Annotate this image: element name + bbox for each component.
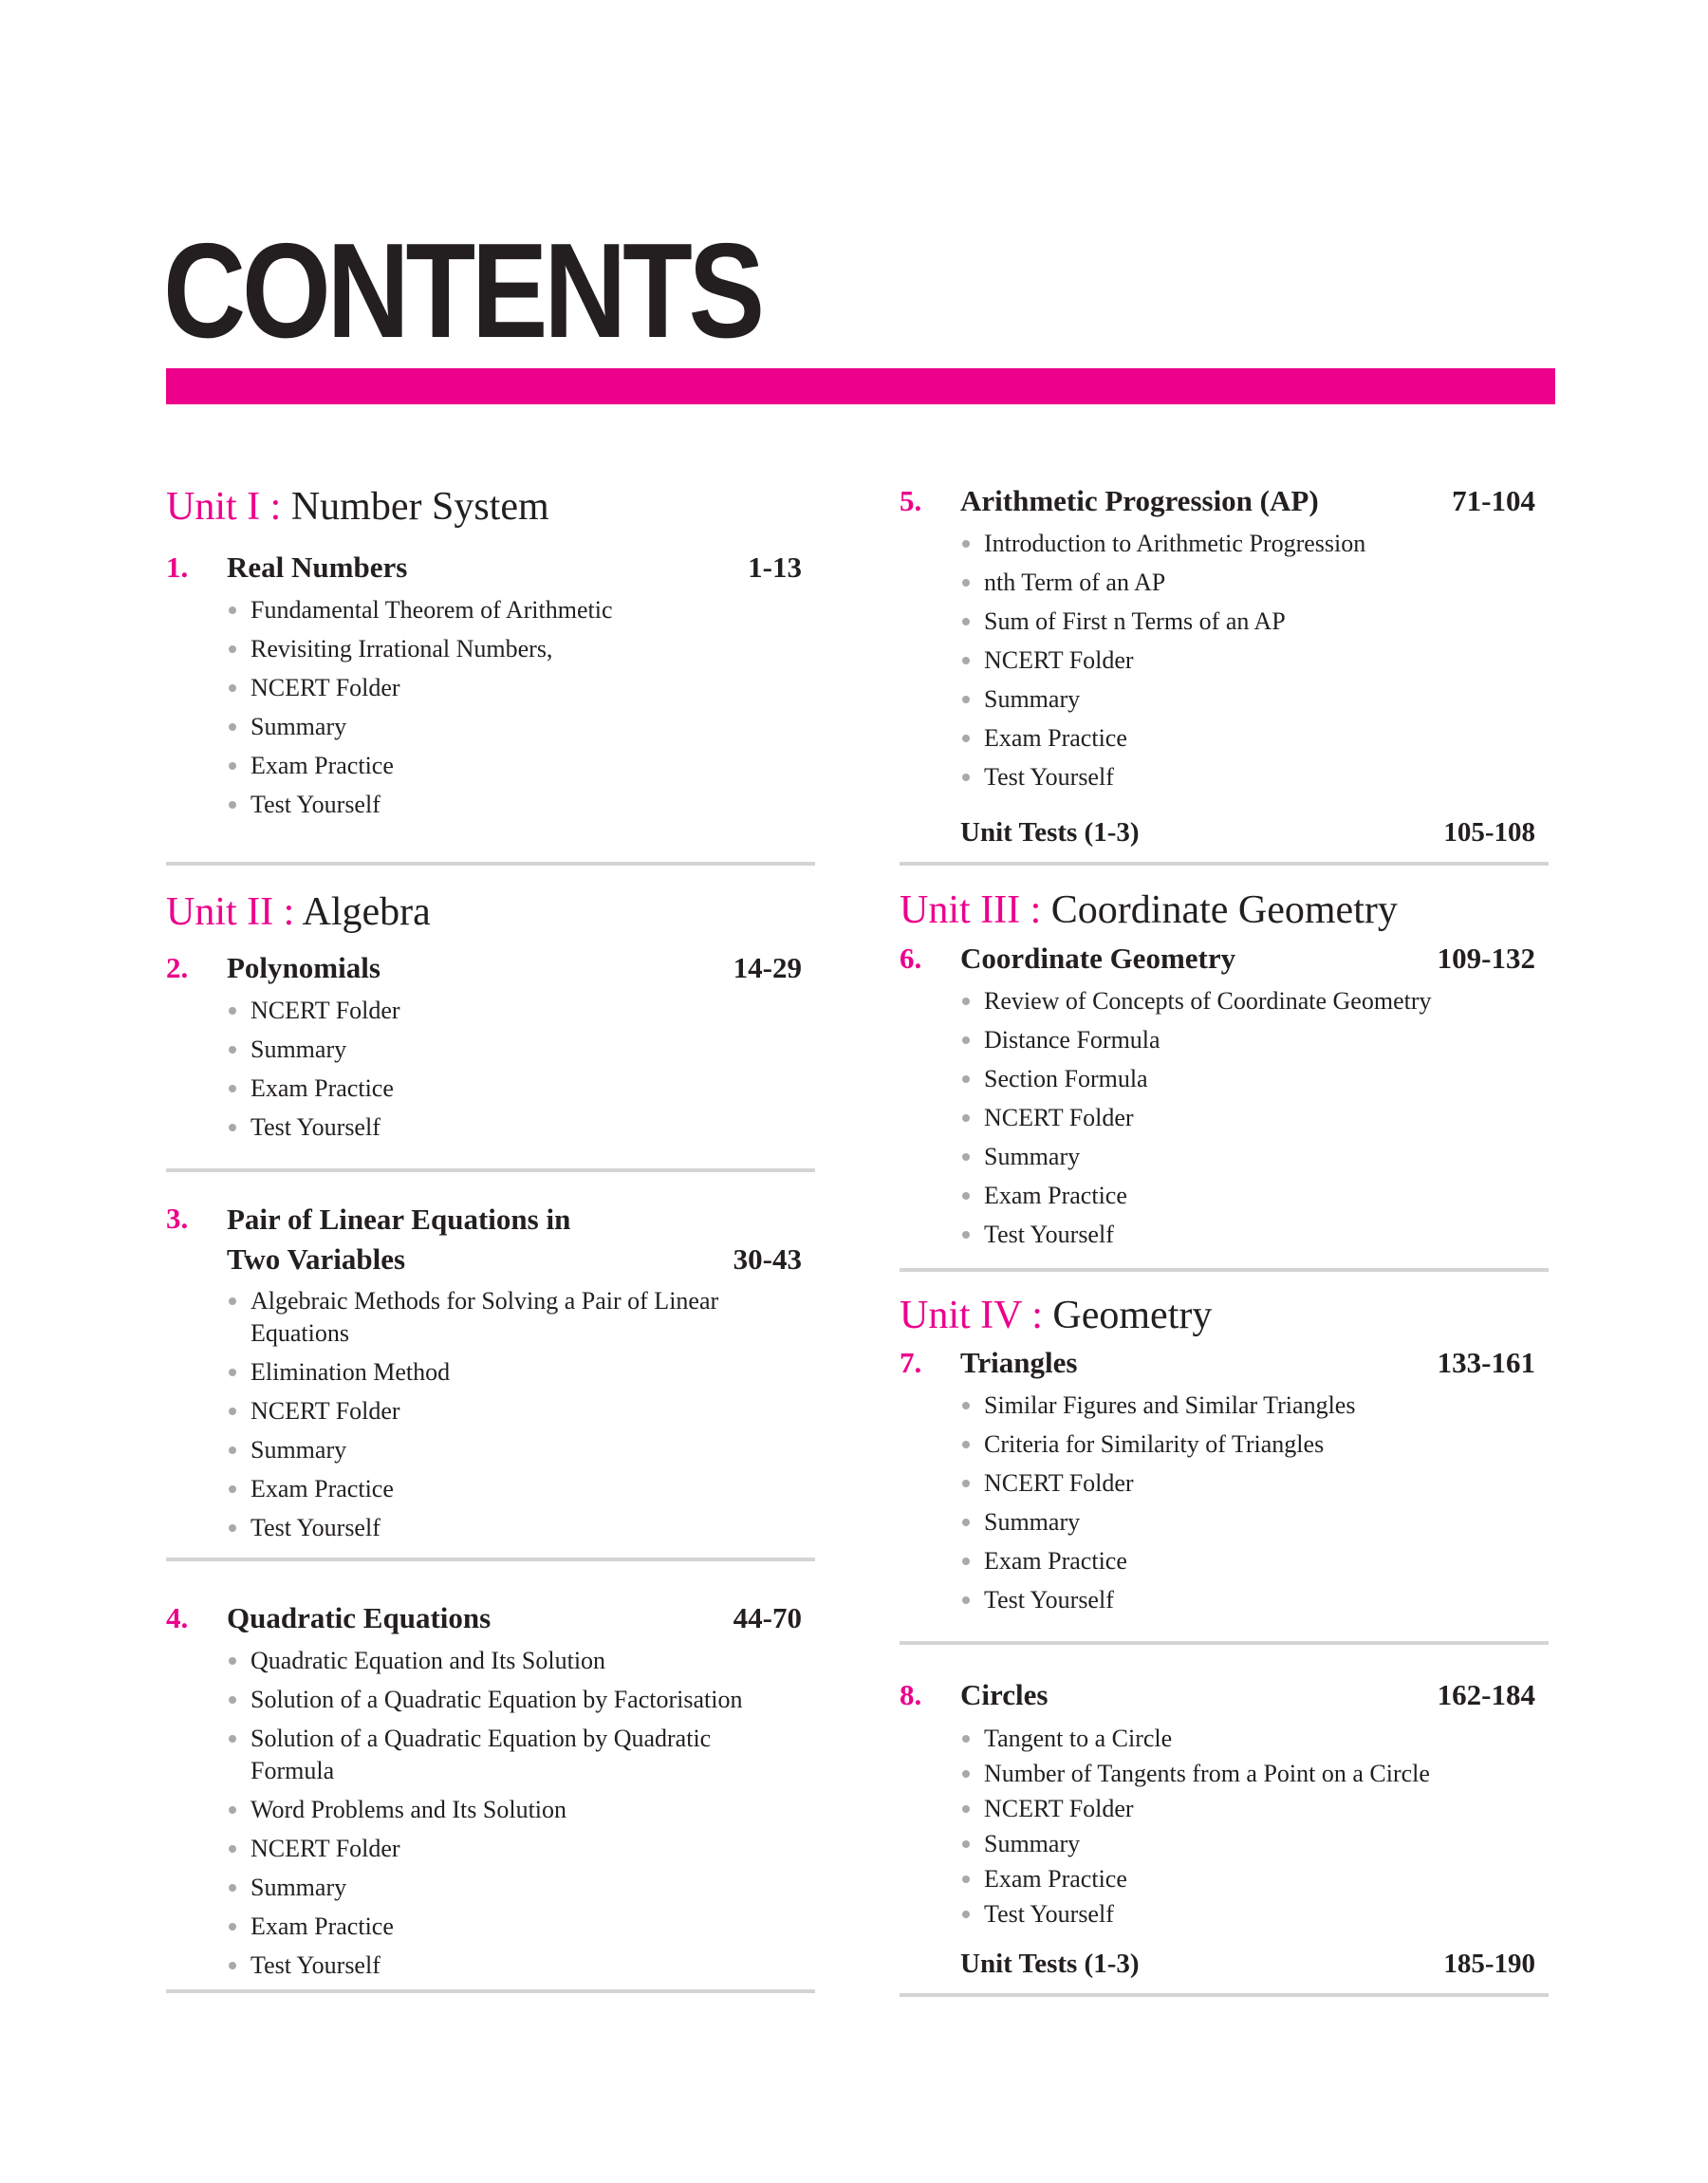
topic-item [227,1034,796,1073]
chapter-title: Coordinate Geometry [960,942,1236,975]
unit-heading-2 [166,892,431,932]
chapter-number: 5. [900,484,922,517]
unit-label: Unit III : [900,888,1042,932]
page-title: CONTENTS [163,215,761,366]
bullet-icon [962,1911,970,1918]
topic-item [960,1467,1530,1506]
chapter-3-heading[interactable] [166,1200,802,1279]
section-divider [900,1641,1549,1645]
topic-label: Summary [984,1830,1081,1857]
topic-label: Summary [984,1143,1081,1170]
chapter-title: Polynomials [227,951,381,984]
unit-name: Coordinate Geometry [1050,888,1398,932]
chapter-title-line-2: Two Variables [227,1242,406,1276]
topic-item [227,1794,796,1833]
topic-item [960,722,1530,761]
topic-item [227,1512,796,1551]
topic-label: Fundamental Theorem of Arithmetic [251,596,613,624]
topic-item [227,594,796,633]
bullet-icon [962,1519,970,1526]
chapter-6-topics [960,985,1530,1258]
chapter-number: 3. [166,1202,189,1235]
bullet-icon [962,774,970,781]
topic-label: Summary [251,1036,347,1063]
chapter-pages: 133-161 [1437,1346,1535,1379]
topic-label: Section Formula [984,1065,1148,1092]
bullet-icon [229,1845,236,1853]
chapter-title [227,1200,570,1279]
topic-item [960,1793,1530,1828]
bullet-icon [962,1114,970,1122]
bullet-icon [962,696,970,703]
topic-label: Summary [251,1436,347,1464]
topic-item [227,1872,796,1911]
bullet-icon [229,1124,236,1131]
bullet-icon [962,1875,970,1883]
bullet-icon [962,998,970,1005]
bullet-icon [229,1046,236,1054]
topic-item [227,1684,796,1723]
bullet-icon [229,1524,236,1532]
bullet-icon [229,1369,236,1376]
topic-item [227,1285,796,1356]
chapter-title: Real Numbers [227,550,408,584]
topic-item [960,1180,1530,1219]
topic-label: Exam Practice [984,1865,1127,1893]
section-divider [166,862,815,866]
bullet-icon [229,1085,236,1092]
bullet-icon [229,684,236,692]
topic-item [960,1506,1530,1545]
section-divider [900,1268,1549,1272]
chapter-number: 6. [900,942,922,975]
bullet-icon [962,1480,970,1487]
topic-label: NCERT Folder [984,1469,1134,1497]
topic-label: Review of Concepts of Coordinate Geometry [984,987,1432,1015]
chapter-number: 2. [166,951,189,984]
chapter-8-topics [960,1723,1530,1933]
bullet-icon [962,1402,970,1409]
topic-label: Quadratic Equation and Its Solution [251,1647,606,1674]
topic-label: NCERT Folder [251,674,400,701]
topic-label: NCERT Folder [984,646,1134,674]
unit-label: Unit IV : [900,1294,1043,1337]
chapter-pages: 1-13 [748,550,802,584]
topic-item [227,1111,796,1150]
section-divider [166,1989,815,1993]
chapter-title: Circles [960,1678,1049,1711]
topic-item [960,761,1530,800]
chapter-4-topics [227,1645,796,1988]
chapter-1-topics [227,594,796,828]
bullet-icon [229,1007,236,1015]
bullet-icon [229,1657,236,1665]
bullet-icon [229,1297,236,1305]
bullet-icon [229,645,236,653]
bullet-icon [962,1558,970,1565]
topic-label: Criteria for Similarity of Triangles [984,1430,1325,1458]
unit-label: Unit I : [166,485,282,529]
topic-item [227,1473,796,1512]
chapter-number: 4. [166,1601,189,1634]
topic-label: Exam Practice [984,1182,1127,1209]
unit-label: Unit II : [166,890,295,934]
bullet-icon [962,1805,970,1813]
topic-item [960,1428,1530,1467]
topic-label: Test Yourself [251,1514,381,1541]
topic-item [960,606,1530,644]
topic-label: Test Yourself [984,1586,1114,1614]
topic-item [960,1863,1530,1898]
bullet-icon [229,1806,236,1814]
topic-item [960,644,1530,683]
topic-label: NCERT Folder [251,1397,400,1425]
topic-label: Summary [251,713,347,740]
unit-test-label: Unit Tests (1-3) [960,817,1140,848]
topic-item [960,1024,1530,1063]
bullet-icon [962,618,970,625]
unit-test-label: Unit Tests (1-3) [960,1949,1140,1979]
chapter-pages: 162-184 [1437,1678,1535,1711]
chapter-2-heading[interactable] [166,949,802,987]
chapter-number: 7. [900,1346,922,1379]
section-divider [900,1993,1549,1997]
unit-heading-3 [900,890,1398,930]
section-divider [166,1168,815,1172]
topic-item [227,711,796,750]
topic-item [960,1758,1530,1793]
topic-label: Elimination Method [251,1358,451,1386]
section-divider [900,862,1549,866]
topic-label: Similar Figures and Similar Triangles [984,1391,1356,1419]
topic-item [960,1063,1530,1102]
chapter-pages: 14-29 [733,951,802,984]
topic-label: Summary [251,1874,347,1901]
unit-test-pages: 105-108 [1443,817,1535,848]
topic-label: Test Yourself [251,791,381,818]
unit-name: Algebra [302,890,431,934]
topic-item [960,1584,1530,1623]
topic-item [960,1898,1530,1933]
bullet-icon [962,1441,970,1448]
topic-item [227,1911,796,1950]
topic-item [227,1356,796,1395]
topic-item [960,1102,1530,1141]
bullet-icon [962,1075,970,1083]
topic-item [960,1219,1530,1258]
bullet-icon [229,1485,236,1493]
unit-heading-4 [900,1296,1212,1335]
chapter-number: 1. [166,550,189,584]
chapter-number: 8. [900,1678,922,1711]
chapter-pages: 109-132 [1437,942,1535,975]
bullet-icon [229,1962,236,1969]
topic-item [227,1434,796,1473]
topic-item [227,995,796,1034]
unit-heading-1 [166,487,549,527]
chapter-7-heading[interactable] [900,1344,1535,1382]
topic-label: Exam Practice [984,1547,1127,1575]
topic-label: Algebraic Methods for Solving a Pair of Linear Equations [251,1287,719,1347]
topic-label: Revisiting Irrational Numbers, [251,635,553,662]
title-underline-bar [166,368,1555,404]
chapter-title: Triangles [960,1346,1078,1379]
chapter-title: Arithmetic Progression (AP) [960,484,1319,517]
topic-item [227,1723,796,1794]
bullet-icon [229,1884,236,1892]
unit-test-row[interactable] [960,1945,1535,1983]
chapter-5-heading[interactable] [900,482,1535,520]
topic-label: NCERT Folder [251,997,400,1024]
topic-label: Sum of First n Terms of an AP [984,607,1286,635]
bullet-icon [229,723,236,731]
bullet-icon [229,801,236,809]
chapter-pages: 44-70 [733,1601,802,1634]
bullet-icon [229,1446,236,1454]
topic-item [960,1723,1530,1758]
bullet-icon [962,1036,970,1044]
chapter-7-topics [960,1390,1530,1623]
unit-name: Geometry [1052,1294,1213,1337]
topic-label: Test Yourself [984,1221,1114,1248]
topic-label: Test Yourself [251,1113,381,1141]
chapter-2-topics [227,995,796,1150]
bullet-icon [962,657,970,664]
topic-item [960,1390,1530,1428]
topic-item [960,1141,1530,1180]
chapter-4-heading[interactable] [166,1599,802,1637]
chapter-title: Quadratic Equations [227,1601,492,1634]
topic-label: NCERT Folder [984,1104,1134,1131]
bullet-icon [962,1231,970,1239]
topic-label: Test Yourself [251,1951,381,1979]
topic-label: Exam Practice [251,1475,394,1502]
bullet-icon [229,1923,236,1931]
topic-label: Solution of a Quadratic Equation by Quadratic Formula [251,1725,712,1784]
topic-label: Summary [984,685,1081,713]
chapter-pages: 71-104 [1452,484,1535,517]
topic-item [227,1950,796,1988]
bullet-icon [229,762,236,770]
bullet-icon [962,1735,970,1743]
bullet-icon [962,1153,970,1161]
chapter-1-heading[interactable] [166,549,802,587]
topic-label: Test Yourself [984,763,1114,791]
topic-item [227,1073,796,1111]
bullet-icon [962,540,970,548]
bullet-icon [229,1735,236,1743]
section-divider [166,1558,815,1561]
unit-test-row[interactable] [960,813,1535,851]
topic-item [960,985,1530,1024]
topic-item [227,633,796,672]
bullet-icon [229,1696,236,1704]
topic-item [960,528,1530,567]
topic-label: Number of Tangents from a Point on a Circle [984,1760,1430,1787]
chapter-3-topics [227,1285,796,1551]
topic-label: Tangent to a Circle [984,1725,1173,1752]
bullet-icon [962,579,970,587]
bullet-icon [229,1408,236,1415]
topic-label: Exam Practice [251,1912,394,1940]
topic-label: nth Term of an AP [984,569,1166,596]
topic-item [960,1828,1530,1863]
topic-item [960,567,1530,606]
topic-item [227,1645,796,1684]
chapter-title-line-1: Pair of Linear Equations in [227,1203,571,1236]
bullet-icon [962,735,970,742]
bullet-icon [962,1840,970,1848]
topic-label: NCERT Folder [251,1835,400,1862]
topic-item [227,789,796,828]
topic-item [227,672,796,711]
topic-item [960,1545,1530,1584]
bullet-icon [229,606,236,614]
topic-item [227,1833,796,1872]
topic-label: Exam Practice [984,724,1127,752]
topic-label: Exam Practice [251,1074,394,1102]
topic-label: Summary [984,1508,1081,1536]
topic-label: Introduction to Arithmetic Progression [984,530,1366,557]
topic-label: Distance Formula [984,1026,1160,1054]
bullet-icon [962,1770,970,1778]
unit-test-pages: 185-190 [1443,1949,1535,1979]
topic-label: Exam Practice [251,752,394,779]
chapter-5-topics [960,528,1530,800]
topic-label: Word Problems and Its Solution [251,1796,567,1823]
topic-item [227,1395,796,1434]
topic-label: NCERT Folder [984,1795,1134,1822]
chapter-6-heading[interactable] [900,940,1535,978]
bullet-icon [962,1596,970,1604]
topic-item [227,750,796,789]
topic-label: Solution of a Quadratic Equation by Factorisation [251,1686,743,1713]
topic-label: Test Yourself [984,1900,1114,1928]
topic-item [960,683,1530,722]
unit-name: Number System [290,485,549,529]
bullet-icon [962,1192,970,1200]
chapter-pages: 30-43 [733,1242,802,1276]
chapter-8-heading[interactable] [900,1676,1535,1714]
